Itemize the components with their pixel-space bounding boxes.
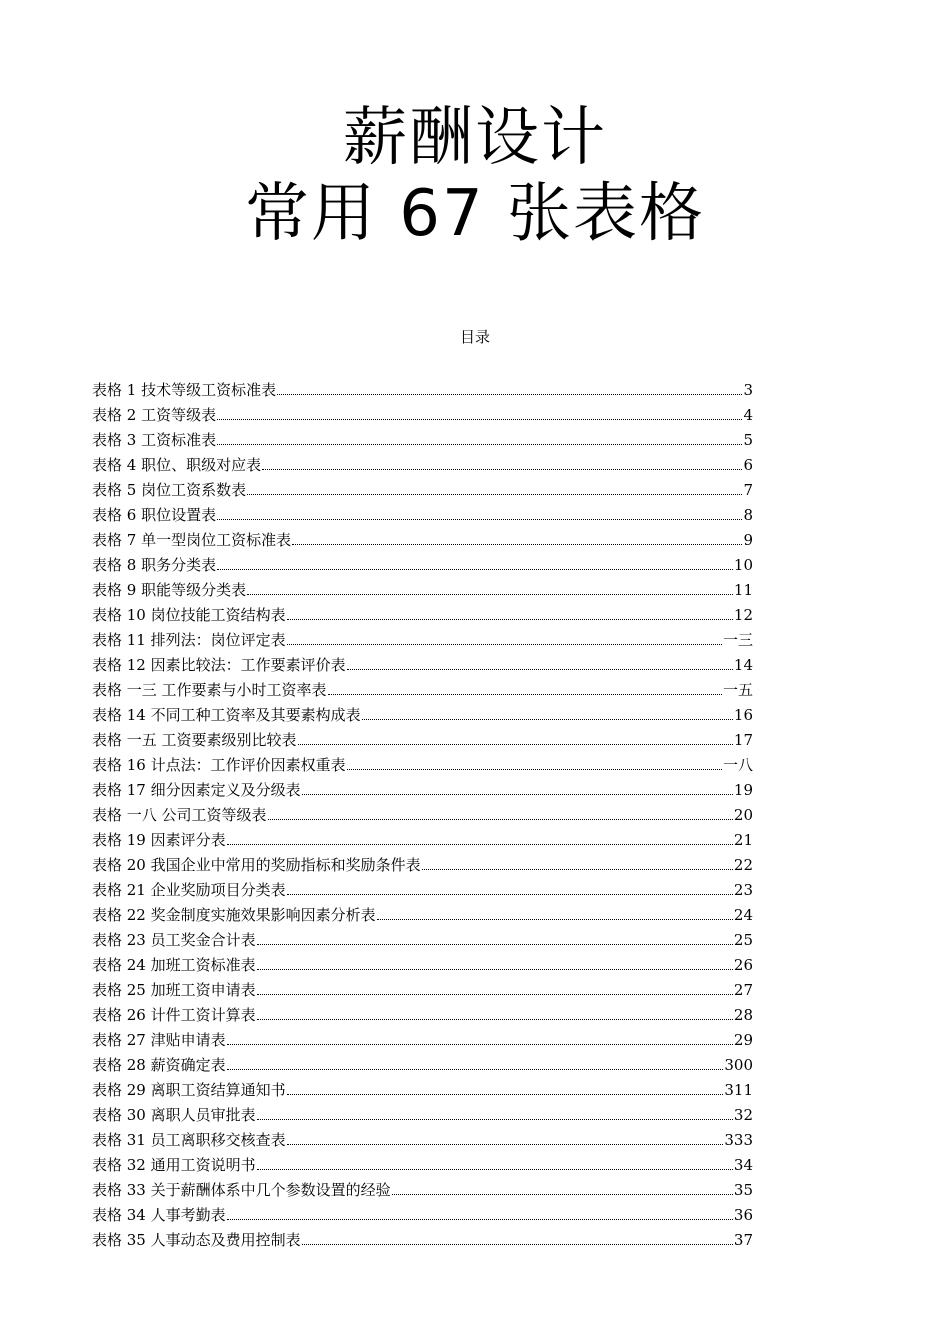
toc-dot-leader bbox=[287, 618, 733, 620]
toc-dot-leader bbox=[257, 993, 733, 995]
toc-entry-page: 300 bbox=[724, 1056, 753, 1074]
toc-entry-label: 表格 21 企业奖励项目分类表 bbox=[92, 881, 286, 899]
toc-dot-leader bbox=[257, 1018, 733, 1020]
toc-entry-label: 表格 20 我国企业中常用的奖励指标和奖励条件表 bbox=[92, 856, 421, 874]
toc-entry-page: 19 bbox=[733, 781, 753, 799]
toc-entry[interactable] bbox=[92, 574, 753, 599]
toc-dot-leader bbox=[217, 568, 733, 570]
toc-entry-page: 311 bbox=[724, 1081, 753, 1099]
toc-dot-leader bbox=[347, 768, 722, 770]
toc-entry[interactable] bbox=[92, 1199, 753, 1224]
toc-entry-page: 5 bbox=[743, 431, 753, 449]
toc-entry[interactable] bbox=[92, 974, 753, 999]
toc-entry-label: 表格 35 人事动态及费用控制表 bbox=[92, 1231, 301, 1249]
toc-heading: 目录 bbox=[459, 328, 490, 346]
toc-dot-leader bbox=[217, 518, 742, 520]
toc-entry[interactable] bbox=[92, 399, 753, 424]
toc-entry-page: 29 bbox=[733, 1031, 753, 1049]
toc-entry-page: 37 bbox=[733, 1231, 753, 1249]
toc-entry[interactable] bbox=[92, 724, 753, 749]
toc-entry-page: 34 bbox=[733, 1156, 753, 1174]
toc-entry-label: 表格 16 计点法：工作评价因素权重表 bbox=[92, 756, 346, 774]
toc-entry[interactable] bbox=[92, 1149, 753, 1174]
toc-entry-page: 16 bbox=[733, 706, 753, 724]
toc-entry-page: 4 bbox=[743, 406, 753, 424]
toc-entry-label: 表格 25 加班工资申请表 bbox=[92, 981, 256, 999]
toc-entry[interactable] bbox=[92, 449, 753, 474]
toc-entry-page: 25 bbox=[733, 931, 753, 949]
toc-entry[interactable] bbox=[92, 799, 753, 824]
toc-entry-label: 表格 34 人事考勤表 bbox=[92, 1206, 226, 1224]
toc-dot-leader bbox=[257, 1168, 733, 1170]
toc-entry-page: 20 bbox=[733, 806, 753, 824]
toc-entry-page: 21 bbox=[733, 831, 753, 849]
toc-dot-leader bbox=[262, 468, 742, 470]
toc-dot-leader bbox=[302, 1243, 733, 1245]
table-of-contents bbox=[92, 374, 753, 1249]
toc-entry-label: 表格 17 细分因素定义及分级表 bbox=[92, 781, 301, 799]
toc-entry[interactable] bbox=[92, 524, 753, 549]
toc-entry[interactable] bbox=[92, 1124, 753, 1149]
toc-entry[interactable] bbox=[92, 624, 753, 649]
toc-dot-leader bbox=[362, 718, 733, 720]
toc-entry-page: 7 bbox=[743, 481, 753, 499]
toc-entry-label: 表格 31 员工离职移交核查表 bbox=[92, 1131, 286, 1149]
toc-dot-leader bbox=[277, 393, 742, 395]
toc-entry-label: 表格 33 关于薪酬体系中几个参数设置的经验 bbox=[92, 1181, 391, 1199]
toc-entry-label: 表格 1 技术等级工资标准表 bbox=[92, 381, 277, 399]
toc-entry-label: 表格 19 因素评分表 bbox=[92, 831, 226, 849]
toc-entry[interactable] bbox=[92, 674, 753, 699]
toc-entry-page: 10 bbox=[733, 556, 753, 574]
toc-entry-label: 表格 30 离职人员审批表 bbox=[92, 1106, 256, 1124]
toc-entry-label: 表格 8 职务分类表 bbox=[92, 556, 217, 574]
toc-entry-label: 表格 29 离职工资结算通知书 bbox=[92, 1081, 286, 1099]
toc-entry-label: 表格 14 不同工种工资率及其要素构成表 bbox=[92, 706, 361, 724]
toc-dot-leader bbox=[347, 668, 733, 670]
toc-entry[interactable] bbox=[92, 849, 753, 874]
toc-dot-leader bbox=[287, 1093, 724, 1095]
toc-dot-leader bbox=[392, 1193, 733, 1195]
toc-entry-page: 14 bbox=[733, 656, 753, 674]
toc-entry-page: 22 bbox=[733, 856, 753, 874]
toc-entry-label: 表格 10 岗位技能工资结构表 bbox=[92, 606, 286, 624]
toc-entry-label: 表格 12 因素比较法：工作要素评价表 bbox=[92, 656, 346, 674]
toc-dot-leader bbox=[217, 418, 742, 420]
toc-entry[interactable] bbox=[92, 599, 753, 624]
toc-dot-leader bbox=[217, 443, 742, 445]
toc-entry[interactable] bbox=[92, 424, 753, 449]
toc-entry-page: 23 bbox=[733, 881, 753, 899]
toc-entry-label: 表格 一五 工资要素级别比较表 bbox=[92, 731, 297, 749]
toc-entry[interactable] bbox=[92, 924, 753, 949]
toc-entry-label: 表格 3 工资标准表 bbox=[92, 431, 217, 449]
toc-entry-label: 表格 2 工资等级表 bbox=[92, 406, 217, 424]
toc-entry-label: 表格 4 职位、职级对应表 bbox=[92, 456, 262, 474]
toc-dot-leader bbox=[247, 593, 733, 595]
toc-entry[interactable] bbox=[92, 949, 753, 974]
toc-entry[interactable] bbox=[92, 874, 753, 899]
toc-entry-page: 36 bbox=[733, 1206, 753, 1224]
toc-entry[interactable] bbox=[92, 749, 753, 774]
toc-dot-leader bbox=[227, 1068, 724, 1070]
toc-dot-leader bbox=[287, 643, 722, 645]
toc-dot-leader bbox=[302, 793, 733, 795]
toc-entry-page: 24 bbox=[733, 906, 753, 924]
toc-entry-label: 表格 5 岗位工资系数表 bbox=[92, 481, 247, 499]
toc-entry[interactable] bbox=[92, 1099, 753, 1124]
toc-entry[interactable] bbox=[92, 1224, 753, 1249]
toc-entry-page: 12 bbox=[733, 606, 753, 624]
toc-dot-leader bbox=[227, 843, 733, 845]
toc-entry-label: 表格 24 加班工资标准表 bbox=[92, 956, 256, 974]
toc-dot-leader bbox=[257, 943, 733, 945]
toc-dot-leader bbox=[328, 693, 722, 695]
toc-entry-label: 表格 7 单一型岗位工资标准表 bbox=[92, 531, 292, 549]
title-line-1: 薪酬设计 bbox=[343, 101, 607, 175]
toc-dot-leader bbox=[268, 818, 733, 820]
toc-entry-page: 27 bbox=[733, 981, 753, 999]
toc-dot-leader bbox=[247, 493, 742, 495]
toc-entry-page: 6 bbox=[743, 456, 753, 474]
toc-entry[interactable] bbox=[92, 1049, 753, 1074]
toc-entry-label: 表格 一八 公司工资等级表 bbox=[92, 806, 267, 824]
toc-entry[interactable] bbox=[92, 1174, 753, 1199]
toc-entry-page: 35 bbox=[733, 1181, 753, 1199]
toc-entry[interactable] bbox=[92, 824, 753, 849]
toc-entry-label: 表格 23 员工奖金合计表 bbox=[92, 931, 256, 949]
toc-entry[interactable] bbox=[92, 774, 753, 799]
toc-entry-label: 表格 26 计件工资计算表 bbox=[92, 1006, 256, 1024]
toc-entry[interactable] bbox=[92, 499, 753, 524]
toc-entry-label: 表格 一三 工作要素与小时工资率表 bbox=[92, 681, 327, 699]
toc-dot-leader bbox=[227, 1218, 733, 1220]
toc-dot-leader bbox=[422, 868, 733, 870]
toc-entry[interactable] bbox=[92, 1024, 753, 1049]
toc-entry-page: 一五 bbox=[722, 681, 753, 699]
toc-entry[interactable] bbox=[92, 649, 753, 674]
document-title bbox=[0, 100, 950, 252]
toc-entry-page: 17 bbox=[733, 731, 753, 749]
toc-entry[interactable] bbox=[92, 699, 753, 724]
toc-entry-page: 一八 bbox=[722, 756, 753, 774]
toc-entry-label: 表格 32 通用工资说明书 bbox=[92, 1156, 256, 1174]
toc-entry-page: 11 bbox=[733, 581, 753, 599]
toc-entry-page: 8 bbox=[743, 506, 753, 524]
toc-entry-page: 一三 bbox=[722, 631, 753, 649]
toc-entry-label: 表格 11 排列法：岗位评定表 bbox=[92, 631, 286, 649]
toc-dot-leader bbox=[257, 968, 733, 970]
toc-dot-leader bbox=[287, 1143, 724, 1145]
toc-entry-page: 26 bbox=[733, 956, 753, 974]
toc-dot-leader bbox=[257, 1118, 733, 1120]
toc-entry[interactable] bbox=[92, 474, 753, 499]
toc-entry-page: 28 bbox=[733, 1006, 753, 1024]
toc-entry-page: 32 bbox=[733, 1106, 753, 1124]
toc-dot-leader bbox=[287, 893, 733, 895]
toc-entry-label: 表格 9 职能等级分类表 bbox=[92, 581, 247, 599]
toc-entry-page: 9 bbox=[743, 531, 753, 549]
toc-entry-label: 表格 27 津贴申请表 bbox=[92, 1031, 226, 1049]
toc-dot-leader bbox=[377, 918, 733, 920]
toc-entry-label: 表格 28 薪资确定表 bbox=[92, 1056, 226, 1074]
toc-entry[interactable] bbox=[92, 374, 753, 399]
toc-dot-leader bbox=[292, 543, 742, 545]
toc-entry-page: 3 bbox=[743, 381, 753, 399]
toc-entry[interactable] bbox=[92, 999, 753, 1024]
toc-entry[interactable] bbox=[92, 1074, 753, 1099]
toc-dot-leader bbox=[298, 743, 733, 745]
toc-entry-label: 表格 6 职位设置表 bbox=[92, 506, 217, 524]
toc-dot-leader bbox=[227, 1043, 733, 1045]
toc-entry[interactable] bbox=[92, 899, 753, 924]
toc-entry-page: 333 bbox=[724, 1131, 753, 1149]
toc-entry-label: 表格 22 奖金制度实施效果影响因素分析表 bbox=[92, 906, 376, 924]
title-line-2: 常用 67 张表格 bbox=[244, 177, 706, 251]
toc-entry[interactable] bbox=[92, 549, 753, 574]
